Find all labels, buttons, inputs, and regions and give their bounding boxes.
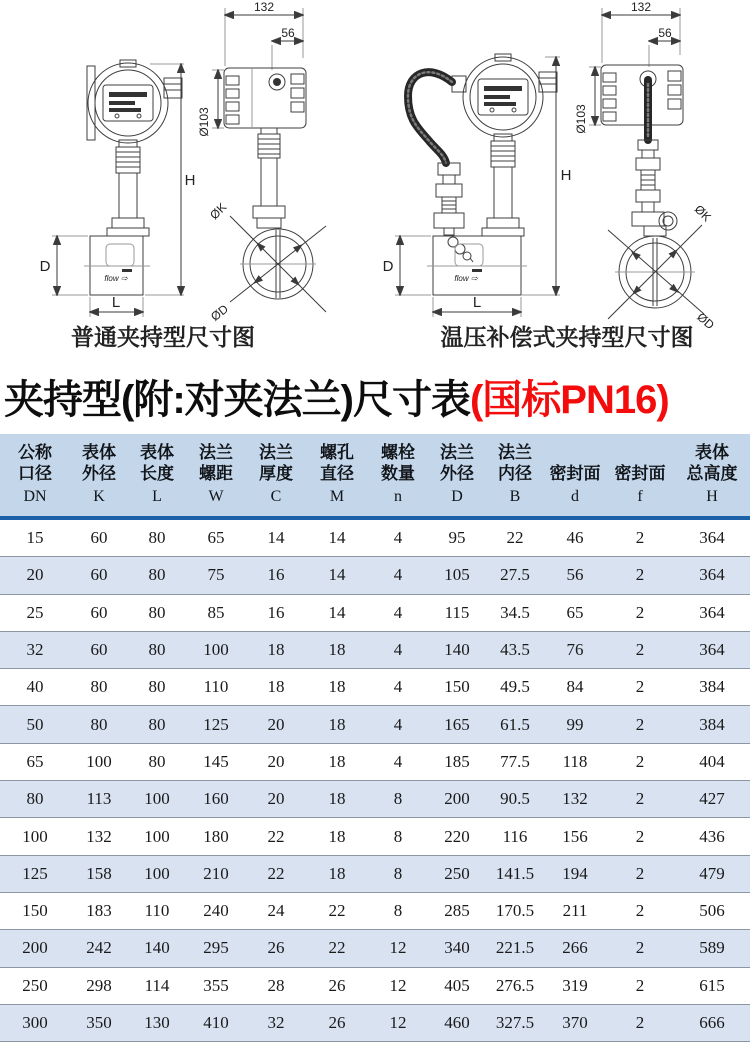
cell-f: 2: [606, 781, 674, 818]
cell-H: 364: [674, 594, 750, 631]
cell-d: 84: [544, 669, 606, 706]
flow-direction-label: flow ⇨: [454, 274, 478, 283]
cell-d: 76: [544, 631, 606, 668]
cell-L: 100: [128, 855, 186, 892]
cell-L: 130: [128, 1004, 186, 1041]
cell-K: 60: [70, 557, 128, 594]
cell-f: 2: [606, 1004, 674, 1041]
cell-B: 276.5: [486, 967, 544, 1004]
cell-H: 384: [674, 706, 750, 743]
cell-n: 8: [368, 818, 428, 855]
cell-D: 95: [448, 528, 466, 548]
cell-C: 18: [246, 631, 306, 668]
cell-L: 80: [128, 669, 186, 706]
cell-K: 60: [70, 594, 128, 631]
cell-DN: 40: [0, 669, 70, 706]
cell-H: 364: [674, 557, 750, 594]
cell-D: 250: [428, 855, 486, 892]
cell-C: 18: [246, 669, 306, 706]
cell-W: 410: [186, 1004, 246, 1041]
cell-M: 18: [306, 706, 368, 743]
cell-B: 27.5: [486, 557, 544, 594]
cell-K: 158: [70, 855, 128, 892]
cell-H: 427: [674, 781, 750, 818]
dim-label-bolt-circle: ØK: [207, 200, 230, 223]
cell-d: 65: [544, 594, 606, 631]
cell-W: 355: [186, 967, 246, 1004]
cell-d: 370: [544, 1004, 606, 1041]
cell-d: 99: [544, 706, 606, 743]
cell-DN: 150: [0, 892, 70, 929]
column-header-H: 表体 总高度 H: [674, 434, 750, 518]
dimension-table: [0, 434, 750, 1042]
cell-D: 165: [428, 706, 486, 743]
cell-H: 666: [674, 1004, 750, 1041]
cell-d: 194: [544, 855, 606, 892]
dim-label-outer-dia: ØD: [694, 309, 718, 333]
page-title-main: 夹持型(附:对夹法兰)尺寸表: [4, 377, 470, 422]
cell-d: 56: [544, 557, 606, 594]
cell-n: 8: [368, 781, 428, 818]
cell-f: 2: [606, 669, 674, 706]
cell-B: 327.5: [486, 1004, 544, 1041]
cell-B: 22: [506, 528, 524, 548]
cell-W: 240: [186, 892, 246, 929]
cell-D: 105: [428, 557, 486, 594]
cell-f: 2: [606, 892, 674, 929]
table-row-dn-25: [0, 594, 750, 631]
table-row-dn-15: [0, 518, 750, 557]
cell-f: 2: [606, 594, 674, 631]
table-row-dn-150: [0, 892, 750, 929]
left-figure-caption: 普通夹持型尺寸图: [71, 324, 255, 350]
column-header-DN: 公称 口径 DN: [0, 434, 70, 518]
cell-H: 404: [674, 743, 750, 780]
flow-direction-label: flow ⇨: [104, 274, 128, 283]
cell-M: 14: [306, 557, 368, 594]
dim-label-L: L: [111, 294, 121, 311]
table-row-dn-100: [0, 818, 750, 855]
cell-f: 2: [606, 930, 674, 967]
table-row-dn-65: [0, 743, 750, 780]
cell-D: 285: [428, 892, 486, 929]
cell-DN: 100: [0, 818, 70, 855]
cell-M: 18: [306, 781, 368, 818]
cell-C: 16: [246, 594, 306, 631]
cell-M: 26: [306, 967, 368, 1004]
dim-label-132: 132: [630, 0, 652, 14]
cell-DN: 15: [26, 528, 44, 548]
cell-D: 220: [428, 818, 486, 855]
cell-d: 319: [544, 967, 606, 1004]
cell-f: 2: [606, 818, 674, 855]
dim-label-56: 56: [658, 26, 672, 40]
cell-n: 4: [368, 631, 428, 668]
cell-B: 170.5: [486, 892, 544, 929]
cell-B: 34.5: [486, 594, 544, 631]
cell-f: 2: [606, 855, 674, 892]
cell-L: 100: [128, 818, 186, 855]
cell-n: 8: [368, 892, 428, 929]
cell-K: 298: [70, 967, 128, 1004]
dim-label-56: 56: [281, 26, 295, 40]
column-header-W: 法兰 螺距 W: [186, 434, 246, 518]
cell-n: 4: [368, 669, 428, 706]
table-row-dn-125: [0, 855, 750, 892]
cell-DN: 32: [0, 631, 70, 668]
cell-C: 20: [246, 706, 306, 743]
cell-f: 2: [606, 743, 674, 780]
cell-H: 436: [674, 818, 750, 855]
cell-C: 20: [246, 743, 306, 780]
cell-f: 2: [606, 631, 674, 668]
cell-d: 156: [544, 818, 606, 855]
cell-D: 200: [428, 781, 486, 818]
dim-label-dia103: Ø103: [197, 107, 211, 137]
table-row-dn-250: [0, 967, 750, 1004]
dim-label-outer-dia: ØD: [208, 301, 231, 324]
dim-label-H: H: [560, 167, 572, 184]
cell-K: 80: [70, 669, 128, 706]
dim-label-132: 132: [253, 0, 275, 14]
cell-C: 22: [246, 855, 306, 892]
table-row-dn-50: [0, 706, 750, 743]
pressure-temperature-fitting: [434, 163, 473, 262]
compensated-flowmeter-side-view: [574, 0, 717, 332]
cell-W: 145: [186, 743, 246, 780]
cell-n: 4: [368, 743, 428, 780]
cell-B: 43.5: [486, 631, 544, 668]
column-header-f: 密封面 f: [606, 434, 674, 518]
cell-L: 80: [128, 706, 186, 743]
cell-n: 4: [368, 706, 428, 743]
flowmeter-drawings-svg: [0, 0, 750, 358]
cell-W: 100: [186, 631, 246, 668]
cell-H: 384: [674, 669, 750, 706]
column-header-L: 表体 长度 L: [128, 434, 186, 518]
cell-M: 14: [328, 528, 346, 548]
cell-K: 60: [70, 631, 128, 668]
cell-M: 22: [306, 892, 368, 929]
cell-C: 32: [246, 1004, 306, 1041]
cell-K: 350: [70, 1004, 128, 1041]
cell-f: 2: [635, 528, 645, 548]
cell-C: 16: [246, 557, 306, 594]
cell-C: 20: [246, 781, 306, 818]
table-row-dn-80: [0, 781, 750, 818]
cell-K: 132: [70, 818, 128, 855]
cell-K: 183: [70, 892, 128, 929]
cell-H: 479: [674, 855, 750, 892]
cell-K: 60: [90, 528, 108, 548]
cell-W: 85: [186, 594, 246, 631]
cell-L: 80: [128, 743, 186, 780]
cell-n: 12: [368, 1004, 428, 1041]
cell-K: 113: [70, 781, 128, 818]
table-header-row: [0, 434, 750, 518]
cell-L: 140: [128, 930, 186, 967]
cell-K: 242: [70, 930, 128, 967]
cell-D: 150: [428, 669, 486, 706]
cell-d: 46: [566, 528, 584, 548]
cell-DN: 25: [0, 594, 70, 631]
ordinary-flowmeter-side-view: [197, 0, 326, 324]
column-header-B: 法兰 内径 B: [486, 434, 544, 518]
cell-n: 4: [368, 594, 428, 631]
cell-L: 110: [128, 892, 186, 929]
cell-L: 100: [128, 781, 186, 818]
table-row-dn-20: [0, 557, 750, 594]
cell-B: 61.5: [486, 706, 544, 743]
cell-W: 160: [186, 781, 246, 818]
dim-label-bolt-circle: ØK: [691, 202, 714, 225]
technical-drawings: [0, 0, 750, 358]
cell-L: 80: [128, 594, 186, 631]
cell-W: 125: [186, 706, 246, 743]
cell-M: 18: [306, 818, 368, 855]
table-row-dn-300: [0, 1004, 750, 1041]
cell-M: 18: [306, 669, 368, 706]
dim-label-H: H: [184, 172, 196, 189]
cell-D: 185: [428, 743, 486, 780]
compensation-hose: [408, 72, 452, 163]
column-header-D: 法兰 外径 D: [428, 434, 486, 518]
dim-label-D: D: [382, 258, 394, 275]
cell-D: 460: [428, 1004, 486, 1041]
cell-d: 132: [544, 781, 606, 818]
cell-n: 8: [368, 855, 428, 892]
cell-f: 2: [606, 557, 674, 594]
dim-label-L: L: [472, 294, 482, 311]
cell-D: 140: [428, 631, 486, 668]
cell-M: 18: [306, 743, 368, 780]
cell-L: 80: [128, 631, 186, 668]
cell-f: 2: [606, 706, 674, 743]
cell-d: 211: [544, 892, 606, 929]
cell-B: 90.5: [486, 781, 544, 818]
cell-M: 18: [306, 631, 368, 668]
cell-DN: 300: [0, 1004, 70, 1041]
cell-DN: 50: [0, 706, 70, 743]
cell-M: 18: [306, 855, 368, 892]
fitting-stack: [632, 140, 677, 236]
cell-B: 141.5: [486, 855, 544, 892]
cell-B: 49.5: [486, 669, 544, 706]
cell-C: 22: [246, 818, 306, 855]
cell-C: 24: [246, 892, 306, 929]
cell-C: 26: [246, 930, 306, 967]
compensated-flowmeter-front-view: [383, 54, 572, 317]
cell-H: 506: [674, 892, 750, 929]
column-header-C: 法兰 厚度 C: [246, 434, 306, 518]
cell-W: 110: [186, 669, 246, 706]
cell-n: 12: [368, 930, 428, 967]
cell-d: 266: [544, 930, 606, 967]
cell-DN: 20: [0, 557, 70, 594]
cell-C: 14: [267, 528, 285, 548]
cell-H: 589: [674, 930, 750, 967]
cell-n: 4: [368, 557, 428, 594]
cell-W: 180: [186, 818, 246, 855]
cell-M: 22: [306, 930, 368, 967]
cell-B: 116: [486, 818, 544, 855]
cell-DN: 80: [0, 781, 70, 818]
cell-DN: 250: [0, 967, 70, 1004]
column-header-M: 螺孔 直径 M: [306, 434, 368, 518]
cell-n: 12: [368, 967, 428, 1004]
cell-D: 405: [428, 967, 486, 1004]
dim-label-dia103: Ø103: [574, 104, 588, 134]
cell-W: 75: [186, 557, 246, 594]
ordinary-flowmeter-front-view: [40, 60, 196, 317]
page-title-standard: (国标PN16): [469, 377, 669, 422]
cell-K: 80: [70, 706, 128, 743]
cell-M: 14: [306, 594, 368, 631]
table-row-dn-200: [0, 930, 750, 967]
cell-n: 4: [393, 528, 403, 548]
column-header-d: 密封面 d: [544, 434, 606, 518]
cell-L: 80: [148, 528, 166, 548]
table-row-dn-40: [0, 669, 750, 706]
cell-D: 115: [428, 594, 486, 631]
column-header-n: 螺栓 数量 n: [368, 434, 428, 518]
cell-M: 26: [306, 1004, 368, 1041]
cell-DN: 125: [0, 855, 70, 892]
dim-label-D: D: [39, 258, 51, 275]
cell-B: 221.5: [486, 930, 544, 967]
cell-DN: 200: [0, 930, 70, 967]
cell-D: 340: [428, 930, 486, 967]
cell-W: 210: [186, 855, 246, 892]
cell-W: 65: [207, 528, 225, 548]
right-figure-caption: 温压补偿式夹持型尺寸图: [440, 324, 694, 350]
cell-H: 615: [674, 967, 750, 1004]
cell-DN: 65: [0, 743, 70, 780]
table-row-dn-32: [0, 631, 750, 668]
cell-C: 28: [246, 967, 306, 1004]
cell-K: 100: [70, 743, 128, 780]
cell-H: 364: [674, 631, 750, 668]
cell-W: 295: [186, 930, 246, 967]
page-title: [0, 358, 750, 434]
cell-B: 77.5: [486, 743, 544, 780]
column-header-K: 表体 外径 K: [70, 434, 128, 518]
cell-d: 118: [544, 743, 606, 780]
cell-H: 364: [699, 528, 725, 548]
cell-L: 114: [128, 967, 186, 1004]
cell-f: 2: [606, 967, 674, 1004]
cell-L: 80: [128, 557, 186, 594]
